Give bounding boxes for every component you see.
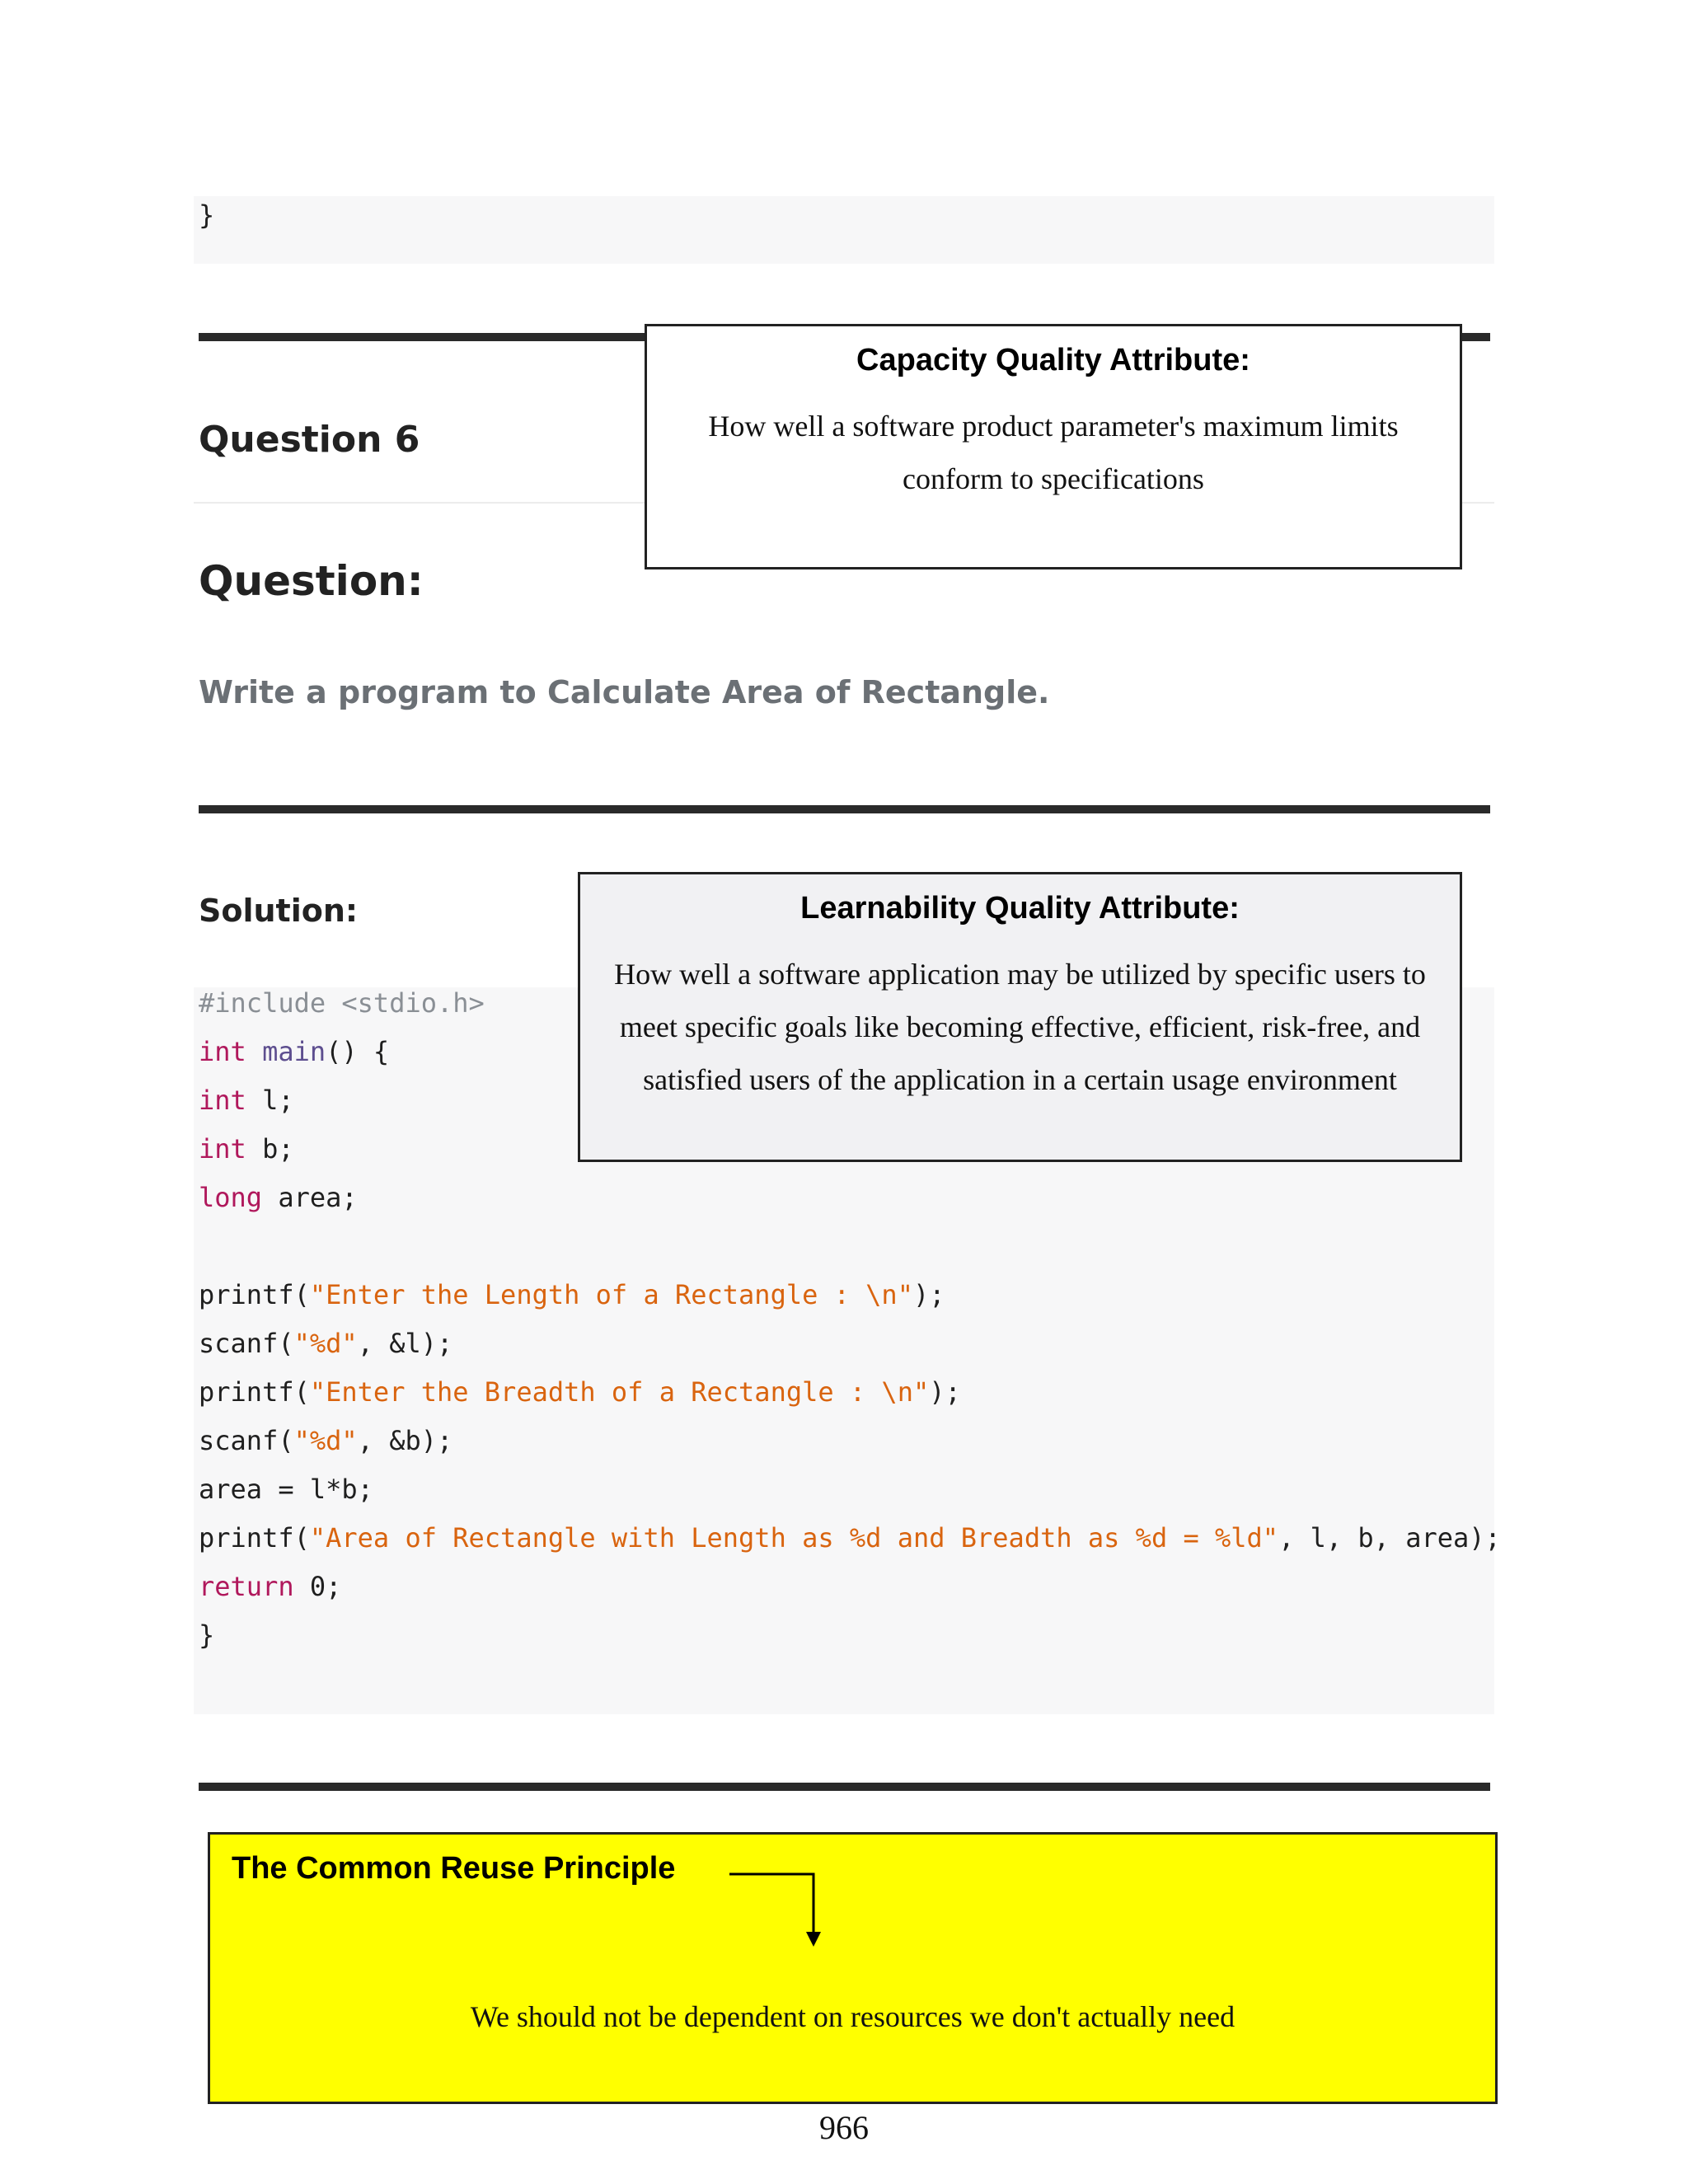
code-string: "%d" xyxy=(293,1328,358,1359)
code-text: l; xyxy=(246,1085,294,1116)
callout-title: Capacity Quality Attribute: xyxy=(856,343,1250,377)
code-line-int-b xyxy=(199,1125,294,1174)
code-text: printf( xyxy=(199,1376,310,1408)
arrow-down-icon xyxy=(729,1868,828,1950)
question-label: Question: xyxy=(199,557,424,605)
code-text: , l, b, area); xyxy=(1278,1522,1501,1554)
code-line-assign xyxy=(199,1465,373,1514)
code-line-scanf-l xyxy=(199,1319,452,1368)
page-number: 966 xyxy=(819,2109,869,2146)
code-text: () { xyxy=(326,1036,390,1067)
code-text: scanf( xyxy=(199,1425,294,1456)
code-keyword: return xyxy=(199,1571,294,1602)
code-text: 0; xyxy=(293,1571,342,1602)
code-line-closing-brace xyxy=(199,1611,214,1660)
code-line-main xyxy=(199,1028,389,1076)
code-text: b; xyxy=(246,1133,294,1165)
code-text: area; xyxy=(262,1182,358,1213)
code-line-return xyxy=(199,1563,341,1611)
code-line-long-area xyxy=(199,1174,358,1222)
divider-2 xyxy=(199,805,1490,813)
code-line-scanf-b xyxy=(199,1417,452,1465)
code-text: , &b); xyxy=(357,1425,453,1456)
code-text: printf( xyxy=(199,1279,310,1310)
code-text: ); xyxy=(929,1376,961,1408)
common-reuse-principle-box xyxy=(208,1832,1498,2104)
divider-3 xyxy=(199,1783,1490,1791)
principle-title: The Common Reuse Principle xyxy=(232,1851,676,1886)
code-keyword: int xyxy=(199,1036,246,1067)
code-include: #include <stdio.h> xyxy=(199,987,485,1019)
code-text: scanf( xyxy=(199,1328,294,1359)
learnability-attribute-callout xyxy=(578,872,1462,1162)
capacity-attribute-callout xyxy=(645,324,1462,569)
code-string: "Area of Rectangle with Length as %d and Breadth as %d = %ld" xyxy=(309,1522,1279,1554)
code-string: "Enter the Breadth of a Rectangle : \n" xyxy=(309,1376,930,1408)
code-line-printf-area xyxy=(199,1514,1501,1563)
code-function: main xyxy=(262,1036,326,1067)
code-line-printf-breadth xyxy=(199,1368,961,1417)
code-block-top xyxy=(194,196,1494,264)
solution-label: Solution: xyxy=(199,893,359,929)
code-line-printf-length xyxy=(199,1271,945,1319)
code-text: , &l); xyxy=(357,1328,453,1359)
code-text: } xyxy=(199,1619,215,1651)
code-keyword: int xyxy=(199,1085,246,1116)
callout-body: How well a software product parameter's maximum limits conform to specifications xyxy=(708,410,1399,495)
callout-title: Learnability Quality Attribute: xyxy=(800,891,1240,926)
code-closing-brace-top: } xyxy=(199,199,215,231)
code-text: printf( xyxy=(199,1522,310,1554)
code-keyword: long xyxy=(199,1182,263,1213)
code-text: area = l*b; xyxy=(199,1474,373,1505)
code-line-int-l xyxy=(199,1076,294,1125)
question-number-heading: Question 6 xyxy=(199,419,420,461)
code-keyword: int xyxy=(199,1133,246,1165)
code-string: "%d" xyxy=(293,1425,358,1456)
code-text: ); xyxy=(912,1279,945,1310)
principle-body: We should not be dependent on resources we don't actually need xyxy=(470,2000,1236,2033)
question-prompt: Write a program to Calculate Area of Rectangle. xyxy=(199,674,1050,710)
callout-body: How well a software application may be utilized by specific users to meet specific goals like becoming effective, efficient, risk-free, and satisfied users of the application in a certain usage environment xyxy=(614,958,1426,1096)
code-line-include xyxy=(199,979,485,1028)
code-string: "Enter the Length of a Rectangle : \n" xyxy=(309,1279,913,1310)
